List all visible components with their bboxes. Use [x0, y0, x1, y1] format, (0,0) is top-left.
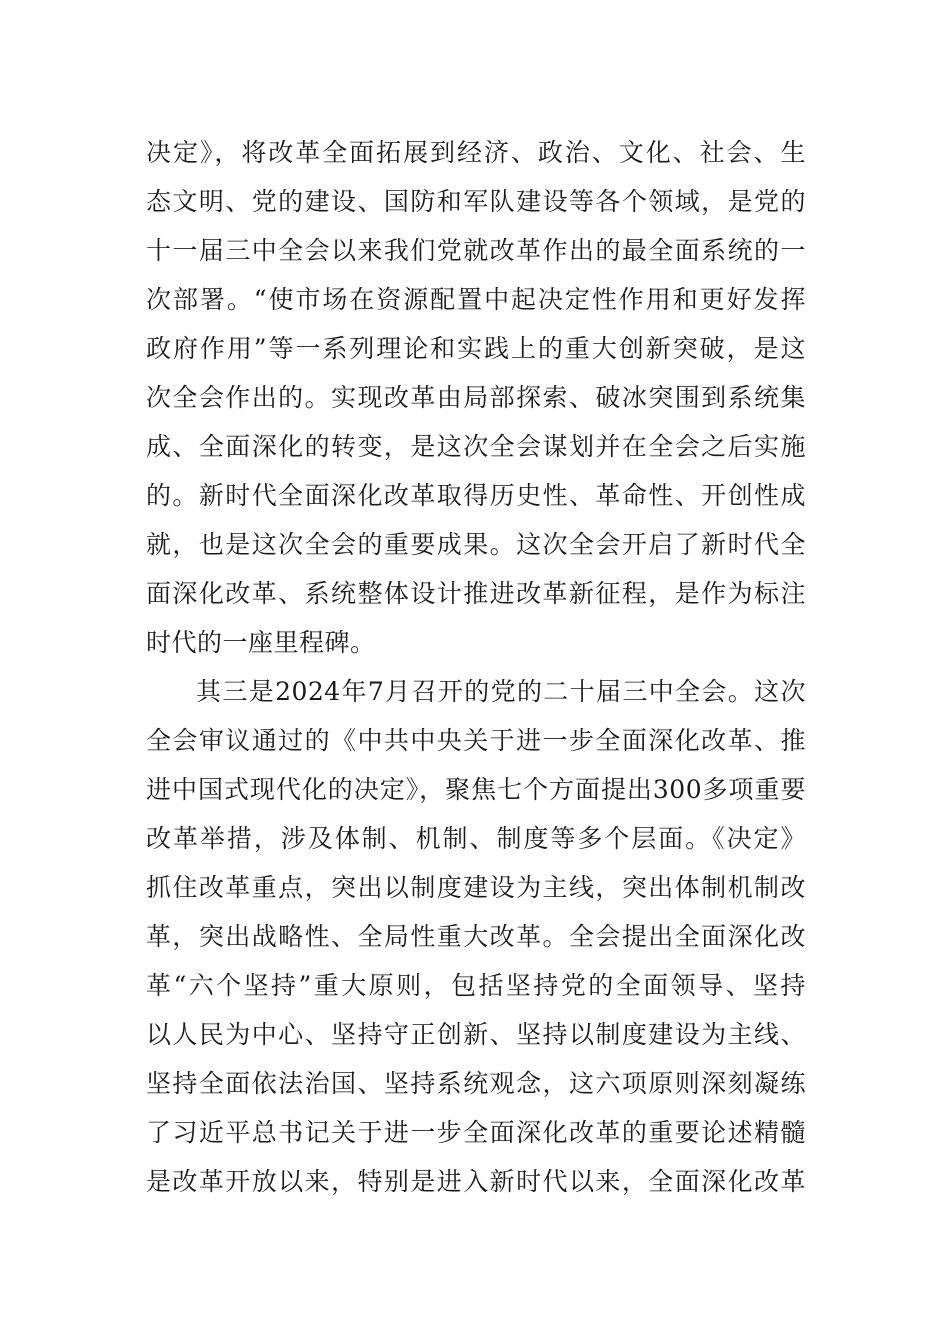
paragraph-1-line-6: 次全会作出的。实现改革由局部探索、破冰突围到系统集: [146, 383, 806, 412]
paragraph-2-line-9: 坚持全面依法治国、坚持系统观念，这六项原则深刻凝练: [146, 1069, 806, 1098]
paragraph-1-line-3: 十一届三中全会以来我们党就改革作出的最全面系统的一: [146, 236, 806, 265]
paragraph-2-line-5: 抓住改革重点，突出以制度建设为主线，突出体制机制改: [146, 873, 806, 902]
paragraph-2-line-7: 革“六个坚持”重大原则，包括坚持党的全面领导、坚持: [146, 971, 806, 1000]
paragraph-1-line-9: 就，也是这次全会的重要成果。这次全会开启了新时代全: [146, 530, 806, 559]
paragraph-1-line-4: 次部署。“使市场在资源配置中起决定性作用和更好发挥: [146, 285, 806, 314]
paragraph-2-line-10: 了习近平总书记关于进一步全面深化改革的重要论述精髓: [146, 1118, 806, 1147]
paragraph-2-line-6: 革，突出战略性、全局性重大改革。全会提出全面深化改: [146, 922, 806, 951]
paragraph-2-line-1: 其三是2024年7月召开的党的二十届三中全会。这次: [196, 677, 806, 706]
paragraph-1-line-2: 态文明、党的建设、国防和军队建设等各个领域，是党的: [146, 187, 806, 216]
paragraph-2-line-3: 进中国式现代化的决定》，聚焦七个方面提出300多项重要: [146, 775, 806, 804]
paragraph-1-line-10: 面深化改革、系统整体设计推进改革新征程，是作为标注: [146, 579, 806, 608]
paragraph-2-line-4: 改革举措，涉及体制、机制、制度等多个层面。《决定》: [146, 824, 806, 853]
paragraph-1-line-1: 决定》，将改革全面拓展到经济、政治、文化、社会、生: [146, 138, 806, 167]
paragraph-1-line-5: 政府作用”等一系列理论和实践上的重大创新突破，是这: [146, 334, 806, 363]
paragraph-1-line-7: 成、全面深化的转变，是这次全会谋划并在全会之后实施: [146, 432, 806, 461]
paragraph-2-line-8: 以人民为中心、坚持守正创新、坚持以制度建设为主线、: [146, 1020, 806, 1049]
paragraph-1-line-11: 时代的一座里程碑。: [146, 628, 376, 657]
paragraph-2-line-11: 是改革开放以来，特别是进入新时代以来，全面深化改革: [146, 1167, 806, 1196]
paragraph-1-line-8: 的。新时代全面深化改革取得历史性、革命性、开创性成: [146, 481, 806, 510]
paragraph-2-line-2: 全会审议通过的《中共中央关于进一步全面深化改革、推: [146, 726, 806, 755]
body-text: [146, 128, 806, 1206]
